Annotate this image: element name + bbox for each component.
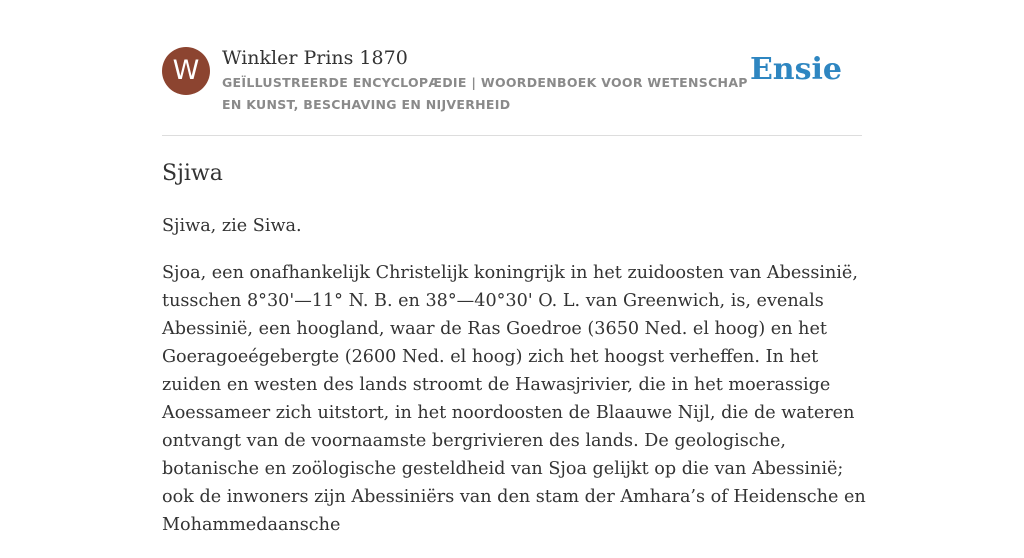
ensie-logo[interactable]: Ensie	[749, 52, 842, 87]
book-header	[162, 46, 862, 136]
book-subtitle: GEÏLLUSTREERDE ENCYCLOPÆDIE | WOORDENBOEK VOOR WETENSCHAP EN KUNST, BESCHAVING EN NIJVERHEID	[222, 75, 748, 112]
page-title: Sjiwa	[162, 161, 223, 186]
entry-paragraph: Sjiwa, zie Siwa.	[162, 216, 302, 236]
book-title[interactable]: Winkler Prins 1870	[222, 47, 408, 69]
header-divider	[162, 135, 862, 136]
avatar[interactable]: W	[162, 47, 210, 95]
entry-paragraph: Sjoa, een onafhankelijk Christelijk koningrijk in het zuidoosten van Abessinië, tusschen 8°30'—11° N. B. en 38°—40°30' O. L. van Greenwich, is, evenals Abessinië, een hoogland, waar de Ras Goedroe (3650 Ned. el hoog) en het Goeragoeégebergte (2600 Ned. el hoog) zich het hoogst verheffen. In het zuiden en westen des lands stroomt de Hawasjrivier, die in het moerassige Aoessameer zich uitstort, in het noordoosten de Blaauwe Nijl, die de wateren ontvangt van de voornaamste bergrivieren des lands. De geologische, botanische en zoölogische gesteldheid van Sjoa gelijkt op die van Abessinië; ook de inwoners zijn Abessiniërs van den stam der Amhara’s of Heidensche en Mohammedaansche	[162, 263, 866, 535]
entry-content	[162, 212, 874, 558]
